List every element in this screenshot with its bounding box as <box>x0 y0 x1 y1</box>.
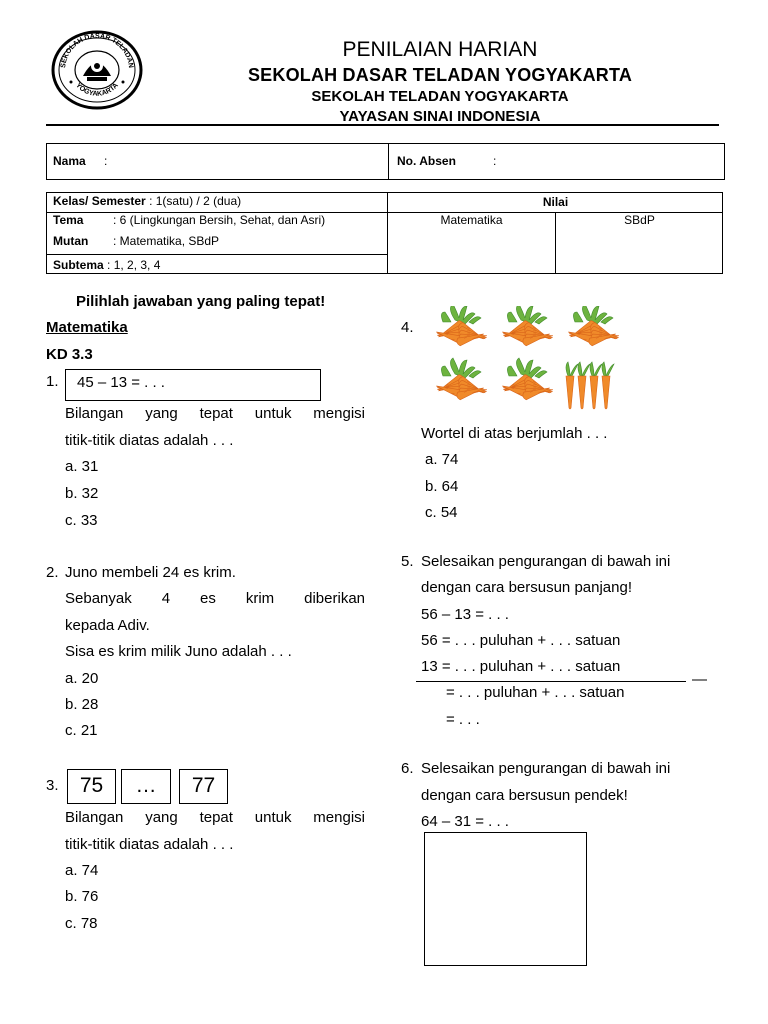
subtema-value: : 1, 2, 3, 4 <box>107 258 161 272</box>
tema-value: : 6 (Lingkungan Bersih, Sehat, dan Asri) <box>113 213 326 227</box>
carrot-bunch-2 <box>501 306 553 346</box>
name-label: Nama <box>53 154 86 168</box>
instruction: Pilihlah jawaban yang paling tepat! <box>76 293 326 310</box>
q1-option-c[interactable]: c. 33 <box>65 512 98 529</box>
carrot-singles <box>566 362 614 409</box>
q5-line1: Selesaikan pengurangan di bawah ini <box>421 553 671 570</box>
q2-option-c[interactable]: c. 21 <box>65 722 98 739</box>
q3-box-1: 75 <box>67 769 116 804</box>
q4-option-a[interactable]: a. 74 <box>425 451 459 468</box>
q1-question-line1: Bilangan yang tepat untuk mengisi <box>65 405 365 422</box>
carrot-bunch-1 <box>435 306 487 346</box>
q2-line1: Juno membeli 24 es krim. <box>65 564 236 581</box>
absen-label: No. Absen <box>397 154 456 168</box>
page-title: PENILAIAN HARIAN <box>342 38 538 61</box>
q4-number: 4. <box>401 319 414 336</box>
q5-subtraction-line <box>416 681 686 682</box>
nilai-matematika: Matematika <box>440 213 503 227</box>
q2-number: 2. <box>46 564 59 581</box>
carrot-bunch-4 <box>435 358 487 400</box>
subtema-row <box>53 258 160 272</box>
logo-text-top: SEKOLAH DASAR TELADAN <box>60 32 134 69</box>
q6-number: 6. <box>401 760 414 777</box>
absen-field[interactable]: : <box>493 154 497 168</box>
q2-line4: Sisa es krim milik Juno adalah . . . <box>65 643 292 660</box>
kd-heading: KD 3.3 <box>46 346 93 363</box>
q5-minus-sign: — <box>692 671 707 688</box>
q1-expression: 45 – 13 = . . . <box>77 374 165 391</box>
nilai-header: Nilai <box>542 195 569 209</box>
q3-question-line2: titik-titik diatas adalah . . . <box>65 836 234 853</box>
school-name-2: SEKOLAH TELADAN YOGYAKARTA <box>311 88 569 105</box>
q5-line7: = . . . <box>446 711 480 728</box>
q3-option-c[interactable]: c. 78 <box>65 915 98 932</box>
q3-option-b[interactable]: b. 76 <box>65 888 99 905</box>
mutan-value: : Matematika, SBdP <box>113 234 220 248</box>
name-field[interactable]: : <box>104 154 108 168</box>
identity-divider <box>388 143 389 180</box>
q6-line1: Selesaikan pengurangan di bawah ini <box>421 760 671 777</box>
kelas-row <box>53 194 241 208</box>
q1-question-line2: titik-titik diatas adalah . . . <box>65 432 234 449</box>
q3-question-line1: Bilangan yang tepat untuk mengisi <box>65 809 365 826</box>
q2-option-a[interactable]: a. 20 <box>65 670 99 687</box>
q5-line5: 13 = . . . puluhan + . . . satuan <box>421 658 621 675</box>
q5-line6: = . . . puluhan + . . . satuan <box>446 684 625 701</box>
q4-option-b[interactable]: b. 64 <box>425 478 459 495</box>
q6-answer-box[interactable] <box>424 832 587 966</box>
carrot-bunch-3 <box>567 306 619 346</box>
q5-line3: 56 – 13 = . . . <box>421 606 509 623</box>
subject-heading: Matematika <box>46 319 128 336</box>
tema-label: Tema <box>53 213 84 227</box>
q6-line3: 64 – 31 = . . . <box>421 813 509 830</box>
q5-line2: dengan cara bersusun panjang! <box>421 579 632 596</box>
q3-box-2[interactable]: … <box>121 769 171 804</box>
subtema-label: Subtema <box>53 258 104 272</box>
mutan-label: Mutan <box>53 234 89 248</box>
q5-line4: 56 = . . . puluhan + . . . satuan <box>421 632 621 649</box>
carrot-illustration <box>420 306 636 414</box>
header-divider <box>46 124 719 126</box>
q3-number: 3. <box>46 777 59 794</box>
q5-number: 5. <box>401 553 414 570</box>
q1-option-a[interactable]: a. 31 <box>65 458 99 475</box>
q2-line3: kepada Adiv. <box>65 617 150 634</box>
q4-option-c[interactable]: c. 54 <box>425 504 458 521</box>
q2-line2: Sebanyak 4 es krim diberikan <box>65 590 365 607</box>
info-row-line-2 <box>46 254 387 255</box>
school-logo <box>51 30 143 110</box>
q3-option-a[interactable]: a. 74 <box>65 862 99 879</box>
q1-option-b[interactable]: b. 32 <box>65 485 99 502</box>
q1-number: 1. <box>46 373 59 390</box>
q4-question: Wortel di atas berjumlah . . . <box>421 425 608 442</box>
carrot-bunch-5 <box>501 358 553 400</box>
school-name: SEKOLAH DASAR TELADAN YOGYAKARTA <box>247 65 633 85</box>
logo-text-bottom: YOGYAKARTA <box>74 82 120 98</box>
kelas-value: : 1(satu) / 2 (dua) <box>149 194 242 208</box>
q6-line2: dengan cara bersusun pendek! <box>421 787 628 804</box>
foundation-name: YAYASAN SINAI INDONESIA <box>339 108 541 125</box>
kelas-label: Kelas/ Semester <box>53 194 146 208</box>
q2-option-b[interactable]: b. 28 <box>65 696 99 713</box>
nilai-sbdp: SBdP <box>624 213 655 227</box>
q3-box-3: 77 <box>179 769 228 804</box>
